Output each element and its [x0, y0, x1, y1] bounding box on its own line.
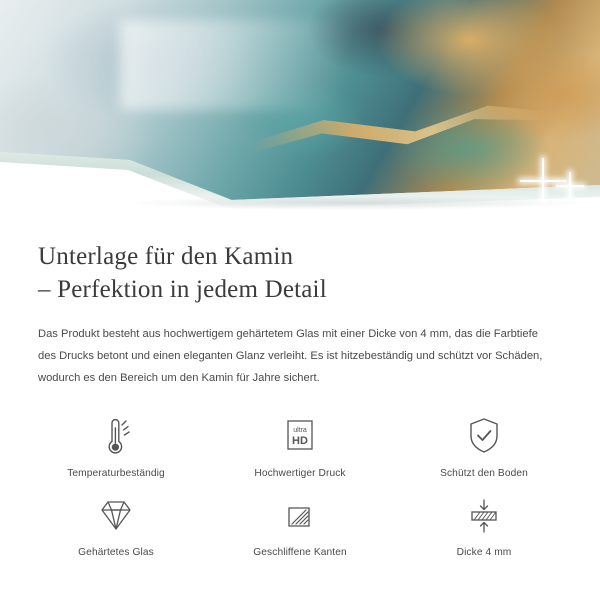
content-block — [0, 218, 600, 390]
page-title-line-2: – Perfektion in jedem Detail — [38, 276, 327, 303]
feature-label: Hochwertiger Druck — [254, 467, 346, 479]
thickness-icon — [461, 493, 507, 539]
feature-item-temperature — [24, 414, 208, 479]
feature-label: Dicke 4 mm — [456, 546, 512, 558]
marble-highlight — [120, 20, 440, 110]
feature-item-floor-protection — [392, 414, 576, 479]
feature-grid — [0, 414, 600, 558]
description-paragraph: Das Produkt besteht aus hochwertigem gehärtetem Glas mit einer Dicke von 4 mm, das die Farbtiefe des Drucks betont und einen eleganten Glanz verleiht. Es ist hitzebeständig und schützt vor Schäden, wodurch es den Bereich um den Kamin für Jahre sichert. — [38, 328, 543, 384]
polished-edges-icon — [277, 493, 323, 539]
hero-product-image — [0, 0, 600, 218]
feature-label: Temperaturbeständig — [67, 467, 165, 479]
ultra-hd-icon — [277, 414, 323, 460]
feature-label: Geschliffene Kanten — [253, 546, 347, 558]
thermometer-icon — [93, 414, 139, 460]
svg-text:HD: HD — [292, 434, 308, 447]
panel-shadow — [120, 196, 590, 210]
page-title-line-1: Unterlage für den Kamin — [38, 243, 294, 270]
feature-item-polished-edges — [208, 493, 392, 558]
feature-item-thickness — [392, 493, 576, 558]
feature-label: Gehärtetes Glas — [78, 546, 154, 558]
page-title — [38, 240, 562, 306]
shield-check-icon — [461, 414, 507, 460]
feature-item-tempered-glass — [24, 493, 208, 558]
feature-label: Schützt den Boden — [440, 467, 528, 479]
feature-item-print-quality — [208, 414, 392, 479]
diamond-icon — [93, 493, 139, 539]
svg-text:ultra: ultra — [293, 426, 307, 434]
